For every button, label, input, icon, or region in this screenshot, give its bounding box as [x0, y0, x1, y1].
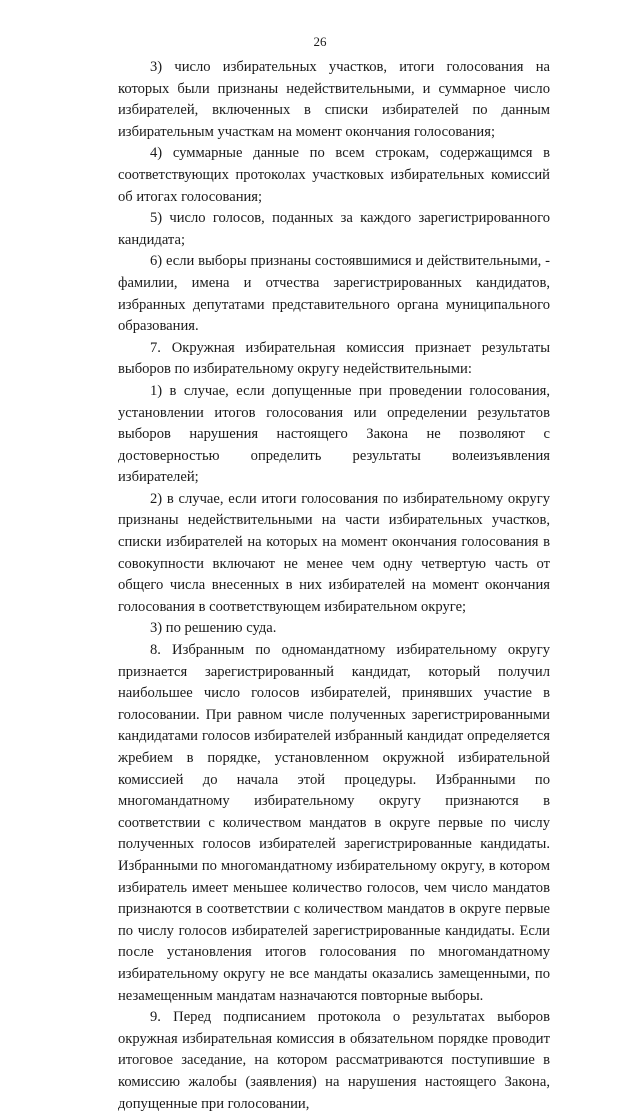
paragraph-item-5: 5) число голосов, поданных за каждого зарегистрированного кандидата; — [118, 210, 550, 248]
paragraph-item-6: 6) если выборы признаны состоявшимися и действительными, - фамилии, имена и отчества зарегистрированных кандидатов, избранных депутатами представительного органа муниципального образования. — [118, 253, 550, 335]
paragraph-section-9: 9. Перед подписанием протокола о результатах выборов окружная избирательная комиссия в обязательном порядке проводит итоговое заседание, на котором рассматриваются поступившие в комиссию жалобы (заявления) на нарушения настоящего Закона, допущенные при голосовании, — [118, 1009, 550, 1112]
paragraph-section-7-item-3: 3) по решению суда. — [150, 620, 277, 637]
paragraph-item-4: 4) суммарные данные по всем строкам, содержащимся в соответствующих протоколах участковых избирательных комиссий об итогах голосования; — [118, 145, 550, 205]
page-number: 26 — [313, 34, 327, 49]
paragraph-section-7-item-1: 1) в случае, если допущенные при проведении голосования, установлении итогов голосования или определении результатов выборов нарушения настоящего Закона не позволяют с достоверностью определить результаты волеизъявления избирателей; — [118, 382, 550, 486]
paragraph-section-7: 7. Окружная избирательная комиссия признает результаты выборов по избирательному округу недействительными: — [118, 339, 550, 378]
document-body — [118, 57, 550, 1115]
paragraph-section-8: 8. Избранным по одномандатному избирательному округу признается зарегистрированный кандидат, который получил наибольшее число голосов избирателей, принявших участие в голосовании. При равном числе полученных зарегистрированными кандидатами голосов избирателей избранный кандидат определяется жребием в порядке, установленном окружной избирательной комиссией до начала этой процедуры. Избранными по многомандатному избирательному округу признаются в соответствии с количеством мандатов в округе первые по числу полученных голосов избирателей зарегистрированные кандидаты. Избранными по многомандатному избирательному округу, в котором избиратель имеет меньшее количество голосов, чем число мандатов признаются в соответствии с количеством мандатов в округе первые по числу голосов избирателей зарегистрированные кандидаты. Если после установления итогов голосования по многомандатному избирательному округу не все мандаты оказались замещенными, по незамещенным мандатам назначаются повторные выборы. — [118, 642, 550, 1004]
paragraph-section-7-item-2: 2) в случае, если итоги голосования по избирательному округу признаны недействительными на части избирательных участков, списки избирателей на которых на момент окончания голосования в совокупности включают не менее чем одну четвертую часть от общего числа внесенных в них избирателей на момент окончания голосования в соответствующем избирательном округе; — [118, 490, 550, 615]
paragraph-item-3: 3) число избирательных участков, итоги голосования на которых были признаны недействительными, и суммарное число избирателей, включенных в списки избирателей по данным избирательным участкам на момент окончания голосования; — [118, 59, 550, 140]
